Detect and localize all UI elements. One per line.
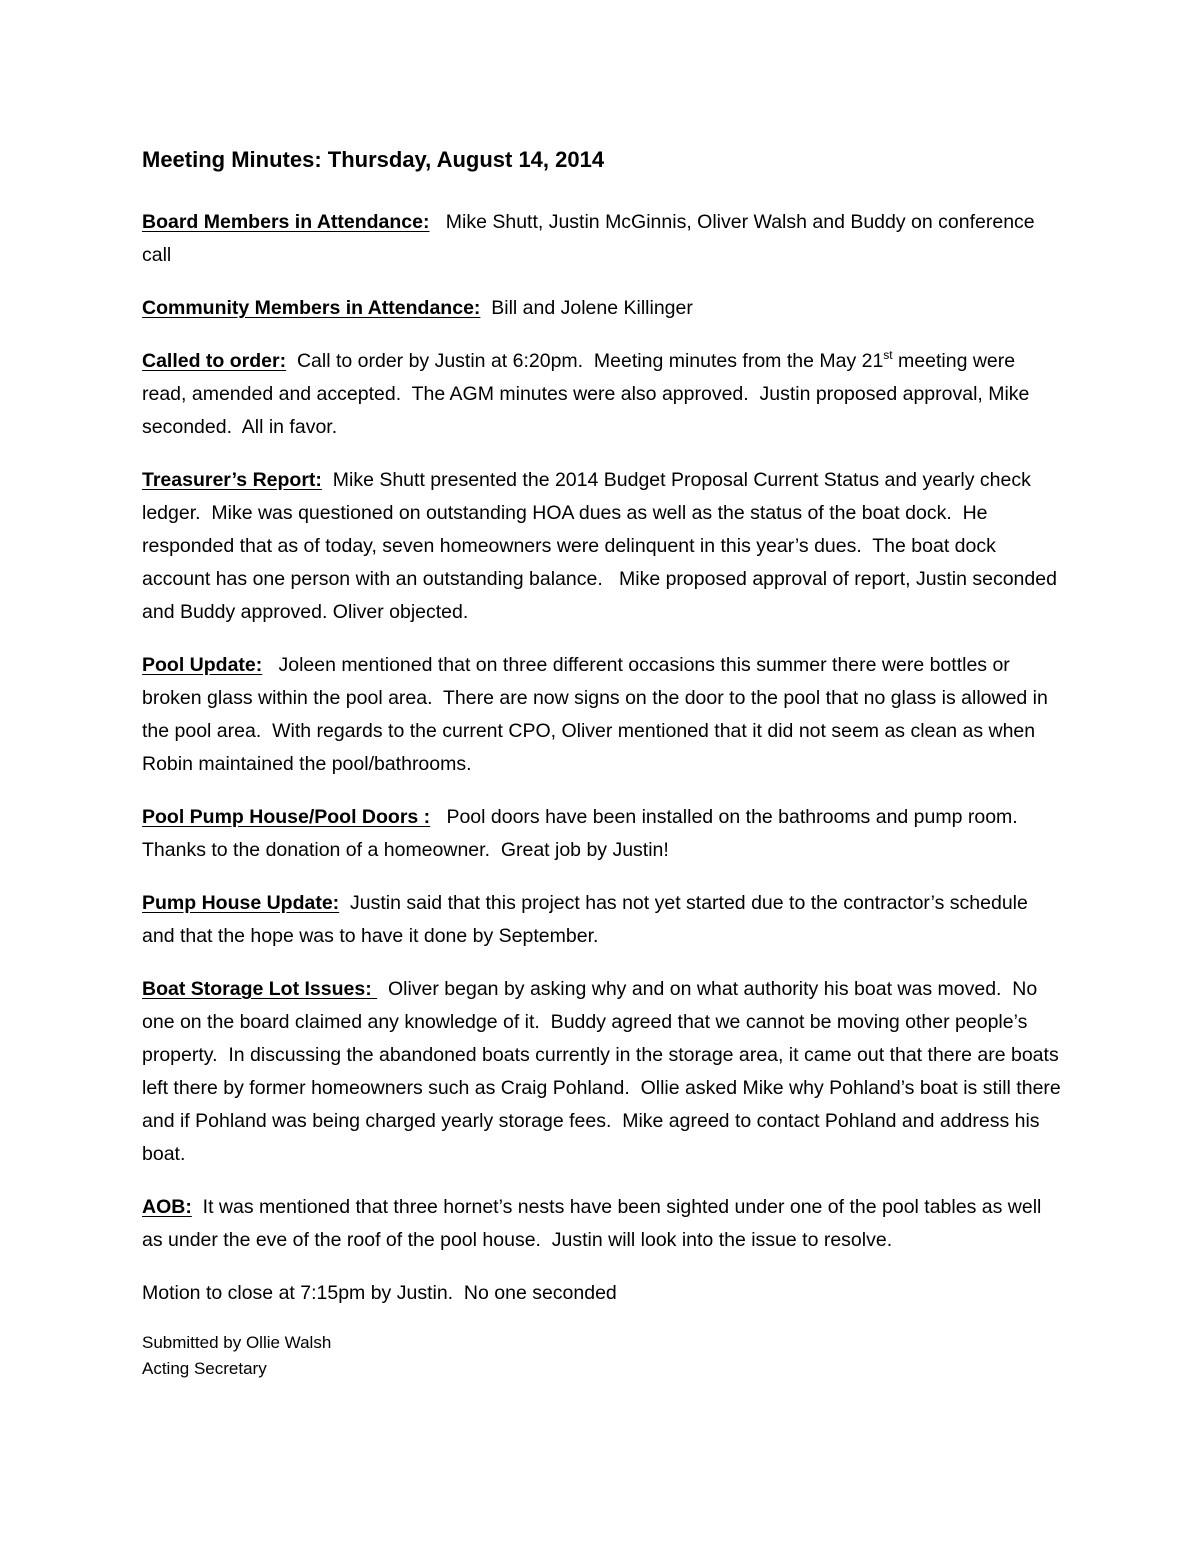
section-text-boat-storage: Oliver began by asking why and on what authority his boat was moved. No one on the board claimed any knowledge of it. Buddy agreed that we cannot be moving other people’s property. In discussing the abandoned boats currently in the storage area, it came out that there are boats left there by former homeowners such as Craig Pohland. Ollie asked Mike why Pohland’s boat is still there and if Pohland was being charged yearly storage fees. Mike agreed to contact Pohland and address his boat.	[142, 978, 1067, 1165]
section-pump-house	[142, 887, 1062, 953]
section-label-treasurer-report: Treasurer’s Report:	[142, 469, 322, 491]
section-label-aob: AOB:	[142, 1196, 192, 1218]
section-text-pool-doors: Pool doors have been installed on the bathrooms and pump room. Thanks to the donation of a homeowner. Great job by Justin!	[142, 806, 1029, 861]
section-label-boat-storage: Boat Storage Lot Issues:	[142, 978, 378, 1000]
section-text-called-to-order-2: meeting were read, amended and accepted. The AGM minutes were also approved. Justin proposed approval, Mike seconded. All in favor.	[142, 350, 1035, 438]
section-called-to-order	[142, 345, 1062, 444]
signature-block	[142, 1330, 1062, 1382]
section-label-pool-doors: Pool Pump House/Pool Doors :	[142, 806, 431, 828]
document-title: Meeting Minutes: Thursday, August 14, 2014	[142, 147, 605, 172]
signature-submitted-by: Submitted by Ollie Walsh	[142, 1333, 332, 1352]
section-treasurer-report	[142, 464, 1062, 629]
section-text-treasurer-report: Mike Shutt presented the 2014 Budget Proposal Current Status and yearly check ledger. Mike was questioned on outstanding HOA dues as well as the status of the boat dock. He responded that as of today, seven homeowners were delinquent in this year’s dues. The boat dock account has one person with an outstanding balance. Mike proposed approval of report, Justin seconded and Buddy approved. Oliver objected.	[142, 469, 1063, 623]
section-text-called-to-order-1: Call to order by Justin at 6:20pm. Meeting minutes from the May 21	[286, 350, 884, 372]
section-label-called-to-order: Called to order:	[142, 350, 287, 372]
section-community-members	[142, 292, 1062, 325]
section-label-pool-update: Pool Update:	[142, 654, 263, 676]
section-text-aob: It was mentioned that three hornet’s nests have been sighted under one of the pool tables as well as under the eve of the roof of the pool house. Justin will look into the issue to resolve.	[142, 1196, 1047, 1251]
section-label-community-members: Community Members in Attendance:	[142, 297, 481, 319]
signature-role: Acting Secretary	[142, 1359, 267, 1378]
section-boat-storage	[142, 973, 1067, 1171]
document-page	[142, 140, 1067, 1382]
section-text-board-members: Mike Shutt, Justin McGinnis, Oliver Walsh and Buddy on conference call	[142, 211, 1041, 266]
section-text-pump-house: Justin said that this project has not yet started due to the contractor’s schedule and that the hope was to have it done by September.	[142, 892, 1034, 947]
section-text-pool-update: Joleen mentioned that on three different occasions this summer there were bottles or broken glass within the pool area. There are now signs on the door to the pool that no glass is allowed in the pool area. With regards to the current CPO, Oliver mentioned that it did not seem as clean as when Robin maintained the pool/bathrooms.	[142, 654, 1054, 775]
closing-motion: Motion to close at 7:15pm by Justin. No one seconded	[142, 1282, 617, 1304]
ordinal-suffix: st	[883, 348, 893, 362]
section-pool-doors	[142, 801, 1062, 867]
section-board-members	[142, 206, 1062, 272]
section-pool-update	[142, 649, 1062, 781]
section-label-pump-house: Pump House Update:	[142, 892, 340, 914]
section-label-board-members: Board Members in Attendance:	[142, 211, 430, 233]
section-text-community-members: Bill and Jolene Killinger	[480, 297, 693, 319]
section-aob	[142, 1191, 1062, 1257]
